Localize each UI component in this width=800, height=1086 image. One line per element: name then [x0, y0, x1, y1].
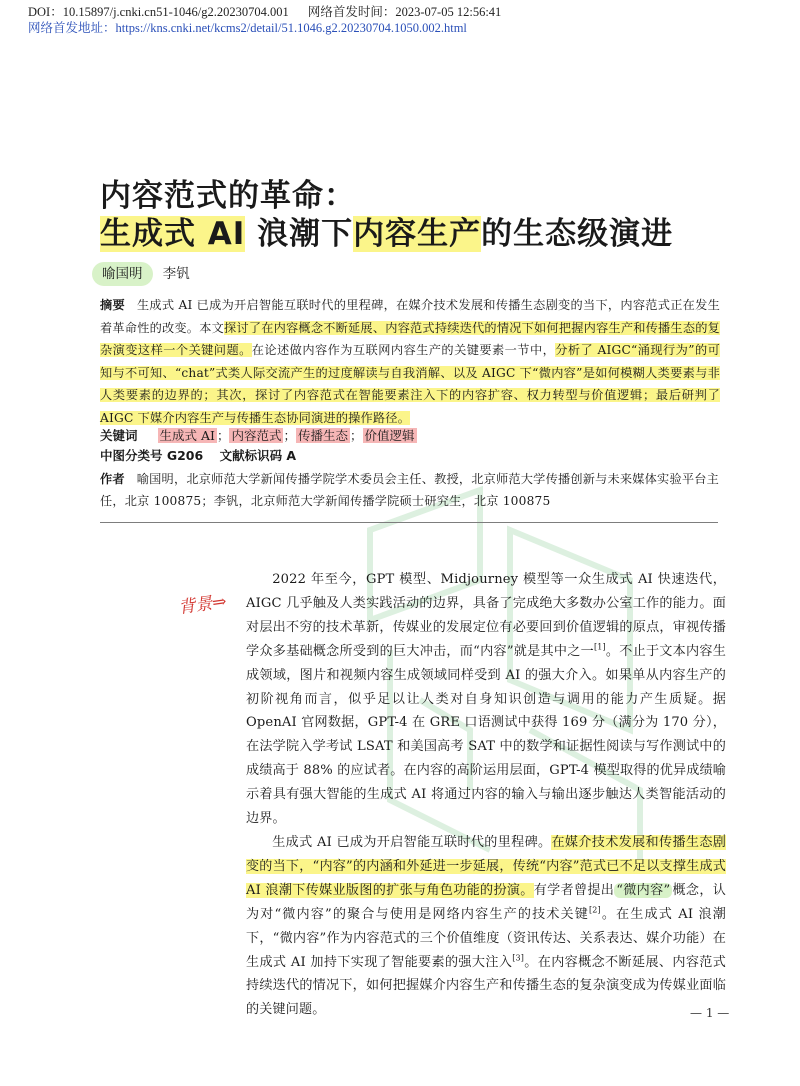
document-code: 文献标识码 A	[219, 448, 297, 463]
online-time: 2023-07-05 12:56:41	[395, 5, 502, 19]
keyword-separator: ；	[283, 428, 296, 443]
keyword-item: 生成式 AI	[159, 428, 215, 443]
paragraph-2-highlight: 在媒介技术发展和传播生态剧变的当下，“内容”的内涵和外延进一步延展，传统“内容”范式已不足以支撑生成式 AI 浪潮下传媒业版图的扩张与角色功能的扮演。	[246, 834, 726, 898]
paragraph-2-text-a: 生成式 AI 已成为开启智能互联时代的里程碑。	[272, 834, 552, 850]
author-first: 喻国明	[92, 262, 153, 286]
classification-codes	[100, 446, 308, 464]
keywords-label: 关键词	[100, 428, 138, 443]
publication-metadata	[28, 4, 501, 36]
abstract	[100, 294, 720, 430]
title-highlight-genai: 生成式 AI	[100, 216, 246, 252]
abstract-text-1: 生成式 AI 已成为开启智能互联时代的里程碑，在媒介技术发展和传播生态剧变的当下，内容范式正在发生着革命性的改变。本文	[100, 298, 720, 335]
paragraph-2-text-b: 有学者曾提出	[533, 882, 615, 898]
online-address-label: 网络首发地址：	[28, 21, 116, 35]
keywords	[100, 426, 417, 444]
author-line	[92, 262, 190, 282]
keyword-separator: ；	[350, 428, 363, 443]
keyword-item: 传播生态	[298, 428, 349, 443]
handwritten-annotation: 背景⇒	[177, 591, 228, 619]
section-divider	[100, 522, 718, 523]
author-affiliations	[100, 468, 720, 512]
abstract-highlight-1: 探讨了在内容概念不断延展、内容范式持续迭代的情况下如何把握内容生产和传播生态的复杂演变这样一个关键问题。	[100, 320, 721, 358]
body-text	[246, 568, 726, 1022]
citation-ref: [1]	[593, 642, 606, 652]
author-info-label: 作者	[100, 472, 125, 486]
title-highlight-content-production: 内容生产	[353, 216, 482, 252]
keyword-separator: ；	[216, 428, 230, 443]
clc-code: 中图分类号 G206	[100, 448, 204, 463]
abstract-label: 摘要	[100, 298, 125, 312]
abstract-text-2: 在论述做内容作为互联网内容生产的关键要素一节中，	[251, 343, 556, 358]
paragraph-1	[246, 568, 726, 831]
online-time-label: 网络首发时间：	[307, 5, 396, 19]
abstract-highlight-2: 分析了 AIGC“涌现行为”的可知与不可知、“chat”式类人际交流产生的过度解读与自我消解、以及 AIGC 下“微内容”是如何模糊人类要素与非人类要素的边界的；其次，探讨了内容范式在智能要素注入下的内容扩容、权力转型与价值逻辑；最后研判了 AIGC 下媒介内容生产与传播生态协同演进的操作路径。	[100, 343, 720, 425]
paragraph-2-text-d: 。在生成式 AI 浪潮下，“微内容”作为内容范式的三个价值维度（资讯传达、关系表达、媒介功能）在生成式 AI 加持下实现了智能要素的强大注入	[246, 906, 726, 970]
online-address-link[interactable]: https://kns.cnki.net/kcms2/detail/51.1046.g2.20230704.1050.002.html	[115, 21, 467, 35]
keyword-item: 价值逻辑	[364, 428, 415, 443]
title-segment-end: 的生态级演进	[481, 216, 674, 252]
title-line-1: 内容范式的革命：	[100, 178, 356, 214]
doi: DOI：10.15897/j.cnki.cn51-1046/g2.20230704.001	[28, 5, 289, 19]
author-second: 李钒	[162, 266, 190, 282]
page-number: — 1 —	[690, 1006, 730, 1020]
paragraph-1-text-a: 2022 年至今，GPT 模型、Midjourney 模型等一众生成式 AI 快速迭代，AIGC 几乎触及人类实践活动的边界，具备了完成绝大多数办公室工作的能力。面对层出不穷的技术革新，传媒业的发展定位有必要回到价值逻辑的原点，审视传播学众多基础概念所受到的巨大冲击，而“内容”就是其中之一	[246, 572, 726, 659]
paragraph-2	[246, 831, 726, 1022]
paragraph-2-text-e: 。在内容概念不断延展、内容范式持续迭代的情况下，如何把握媒介内容生产和传播生态的复杂演变成为传媒业面临的关键问题。	[246, 954, 726, 1018]
paragraph-1-text-b: 。不止于文本内容生成领域，图片和视频内容生成领域同样受到 AI 的强大介入。如果单从内容生产的初阶视角而言，似乎足以让人类对自身知识创造与调用的能力产生质疑。据 OpenAI 官网数据，GPT-4 在 GRE 口语测试中获得 169 分（满分为 170 分），在法学院入学考试 LSAT 和美国高考 SAT 中的数学和证据性阅读与写作测试中的成绩高于 88% 的应试者。在内容的高阶运用层面，GPT-4 模型取得的优异成绩喻示着具有强大智能的生成式 AI 将通过内容的输入与输出逐步触达人类智能活动的边界。	[246, 643, 726, 827]
title-line-2	[100, 208, 673, 253]
paragraph-2-text-c: 概念，认为对“微内容”的聚合与使用是网络内容生产的技术关键	[246, 882, 726, 922]
paragraph-2-green-highlight: “微内容”	[616, 882, 671, 898]
title-segment: 浪潮下	[245, 216, 354, 252]
author-info-text: 喻国明，北京师范大学新闻传播学院学术委员会主任、教授，北京师范大学传播创新与未来媒体实验平台主任，北京 100875；李钒，北京师范大学新闻传播学院硕士研究生，北京 100875	[100, 472, 719, 508]
citation-ref: [2]	[589, 905, 601, 915]
keyword-item: 内容范式	[231, 428, 282, 443]
citation-ref: [3]	[512, 953, 525, 963]
